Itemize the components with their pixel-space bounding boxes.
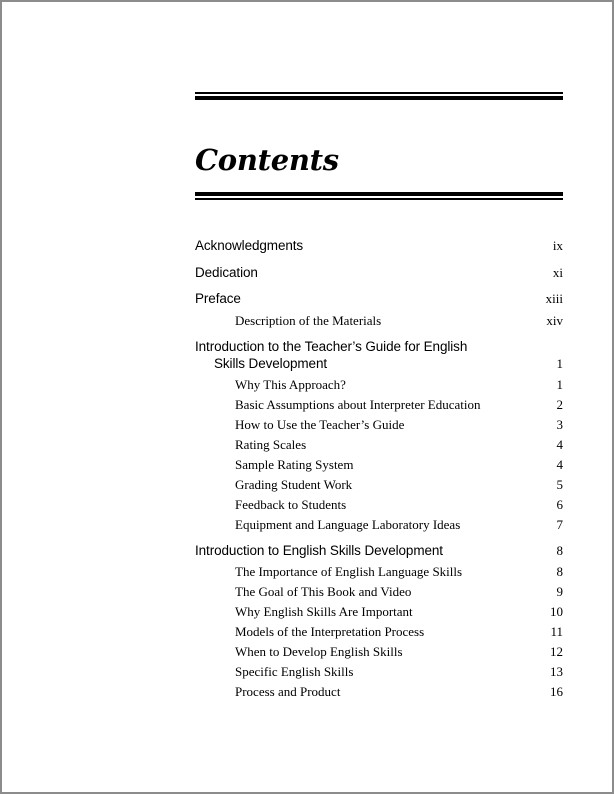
toc-subentry-title: Description of the Materials: [235, 313, 382, 328]
toc-entry-title-continued: Skills Development: [214, 356, 327, 371]
toc-subentry-page: 4: [556, 437, 563, 452]
toc-subentry[interactable]: [195, 624, 563, 642]
toc-subentry-page: 2: [556, 397, 563, 412]
toc-subentry-title: Models of the Interpretation Process: [235, 624, 425, 639]
toc-subentry-page: 13: [550, 664, 563, 679]
toc-subentry-title: How to Use the Teacher’s Guide: [235, 417, 405, 432]
toc-subentry-title: Specific English Skills: [235, 664, 354, 679]
toc-subentry[interactable]: [195, 477, 563, 495]
toc-entry-title: Introduction to the Teacher’s Guide for English: [195, 339, 468, 354]
toc-entry-acknowledgments[interactable]: [195, 238, 563, 256]
toc-subentry-title: When to Develop English Skills: [235, 644, 403, 659]
toc-subentry-title: Basic Assumptions about Interpreter Education: [235, 397, 481, 412]
toc-subentry[interactable]: [195, 664, 563, 682]
toc-entry-preface[interactable]: [195, 291, 563, 309]
toc-subentry-title: Process and Product: [235, 684, 341, 699]
toc-subentry[interactable]: [195, 644, 563, 662]
toc-subentry-title: Grading Student Work: [235, 477, 353, 492]
toc-subentry-page: 11: [550, 624, 563, 639]
toc-subentry[interactable]: [195, 397, 563, 415]
page-title: Contents: [195, 143, 339, 177]
toc-subentry-page: 9: [556, 584, 563, 599]
toc-entry-title: Introduction to English Skills Development: [195, 543, 443, 558]
toc-subentry-page: 8: [556, 564, 563, 579]
toc-entry-intro-teacher-line1[interactable]: [195, 339, 563, 357]
toc-entry-page: 1: [556, 356, 563, 371]
toc-entry-page: 8: [556, 543, 563, 558]
toc-subentry-title: Sample Rating System: [235, 457, 354, 472]
toc-entry-title: Acknowledgments: [195, 238, 304, 253]
toc-subentry[interactable]: [195, 604, 563, 622]
toc-subentry[interactable]: [195, 684, 563, 702]
toc-subentry-title: Equipment and Language Laboratory Ideas: [235, 517, 461, 532]
toc-subentry-page: 7: [556, 517, 563, 532]
toc-subentry-title: The Goal of This Book and Video: [235, 584, 412, 599]
toc-entry-title: Dedication: [195, 265, 258, 280]
toc-entry-intro-teacher-line2[interactable]: [195, 356, 563, 374]
toc-subentry-title: Why English Skills Are Important: [235, 604, 413, 619]
toc-subentry[interactable]: [195, 377, 563, 395]
toc-subentry[interactable]: [195, 417, 563, 435]
toc-subentry-page: 3: [556, 417, 563, 432]
toc-subentry-page: 10: [550, 604, 563, 619]
toc-subentry-page: 12: [550, 644, 563, 659]
toc-subentry-title: The Importance of English Language Skills: [235, 564, 463, 579]
toc-entry-page: xiii: [545, 291, 563, 306]
toc-subentry-page: 1: [556, 377, 563, 392]
toc-subentry[interactable]: [195, 457, 563, 475]
toc-entry-page: ix: [552, 238, 563, 253]
toc-subentry-page: 6: [556, 497, 563, 512]
toc-subentry-title: Rating Scales: [235, 437, 307, 452]
toc-subentry[interactable]: [195, 517, 563, 535]
toc-subentry-page: 16: [550, 684, 563, 699]
toc-subentry[interactable]: [195, 497, 563, 515]
toc-subentry[interactable]: [195, 437, 563, 455]
toc-subentry-title: Feedback to Students: [235, 497, 347, 512]
toc-subentry[interactable]: [195, 564, 563, 582]
toc-entry-intro-english[interactable]: [195, 543, 563, 561]
toc-subentry[interactable]: [195, 313, 563, 331]
toc-subentry[interactable]: [195, 584, 563, 602]
toc-entry-page: xi: [552, 265, 563, 280]
toc-entry-dedication[interactable]: [195, 265, 563, 283]
toc-subentry-page: 4: [556, 457, 563, 472]
toc-subentry-page: xiv: [546, 313, 563, 328]
toc-subentry-page: 5: [556, 477, 563, 492]
toc-entry-title: Preface: [195, 291, 241, 306]
toc-subentry-title: Why This Approach?: [235, 377, 346, 392]
